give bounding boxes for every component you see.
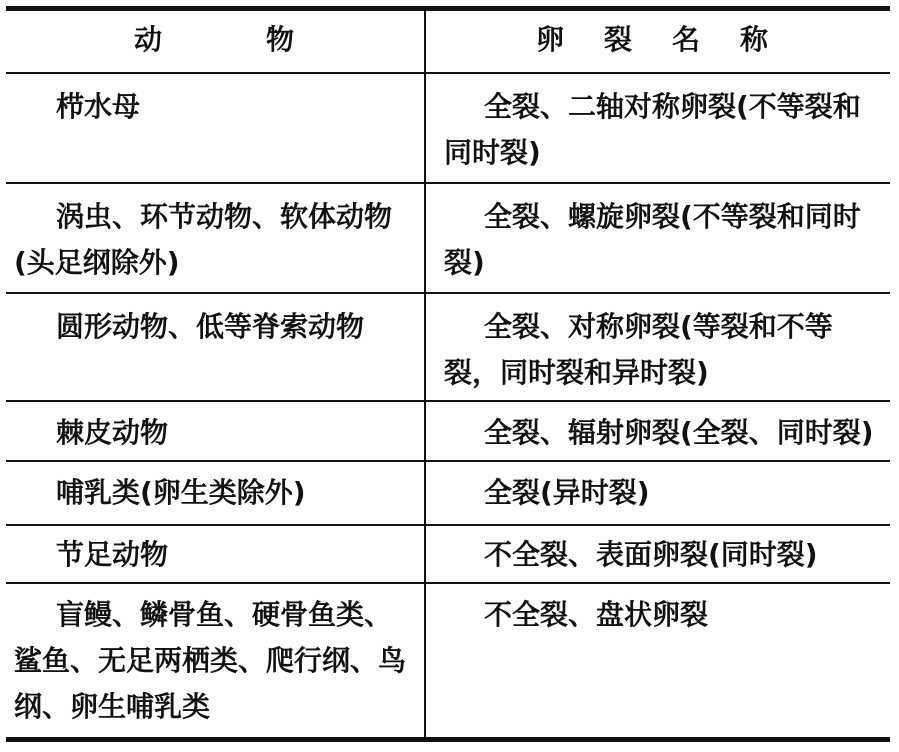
row-divider — [6, 292, 890, 294]
table-row-cleavage: 全裂、二轴对称卵裂(不等裂和同时裂) — [444, 90, 861, 169]
bottom-border — [6, 737, 890, 742]
row-divider — [6, 460, 890, 462]
table-row-animal: 栉水母 — [56, 90, 141, 123]
table-row-cleavage: 不全裂、表面卵裂(同时裂) — [484, 538, 818, 571]
row-divider — [6, 524, 890, 526]
header-cleavage-char-2: 裂 — [604, 23, 633, 56]
table-row-animal: 棘皮动物 — [56, 416, 169, 449]
row-divider — [6, 400, 890, 402]
header-animal-char-1: 动 — [134, 23, 163, 56]
column-divider — [424, 6, 426, 742]
table-row-cleavage: 全裂(异时裂) — [484, 476, 650, 509]
table-row-animal: 盲鳗、鳞骨鱼、硬骨鱼类、鲨鱼、无足两栖类、爬行纲、鸟纲、卵生哺乳类 — [14, 598, 407, 723]
table-row-cleavage: 全裂、螺旋卵裂(不等裂和同时裂) — [444, 200, 861, 279]
top-border — [6, 6, 890, 11]
table-row-animal: 圆形动物、低等脊索动物 — [56, 310, 365, 343]
header-cleavage-char-1: 卵 — [536, 23, 565, 56]
table-row-animal: 节足动物 — [56, 538, 169, 571]
row-divider — [6, 182, 890, 184]
header-cleavage-char-4: 称 — [740, 23, 769, 56]
header-cleavage-char-3: 名 — [672, 23, 701, 56]
table-row-cleavage: 全裂、对称卵裂(等裂和不等裂，同时裂和异时裂) — [444, 310, 833, 389]
table-row-cleavage: 不全裂、盘状卵裂 — [484, 598, 709, 631]
row-divider — [6, 582, 890, 584]
table-row-animal: 涡虫、环节动物、软体动物(头足纲除外) — [14, 200, 393, 279]
header-divider — [6, 72, 890, 74]
header-animal-char-2: 物 — [266, 23, 295, 56]
table-row-cleavage: 全裂、辐射卵裂(全裂、同时裂) — [484, 416, 874, 449]
table-row-animal: 哺乳类(卵生类除外) — [56, 476, 306, 509]
